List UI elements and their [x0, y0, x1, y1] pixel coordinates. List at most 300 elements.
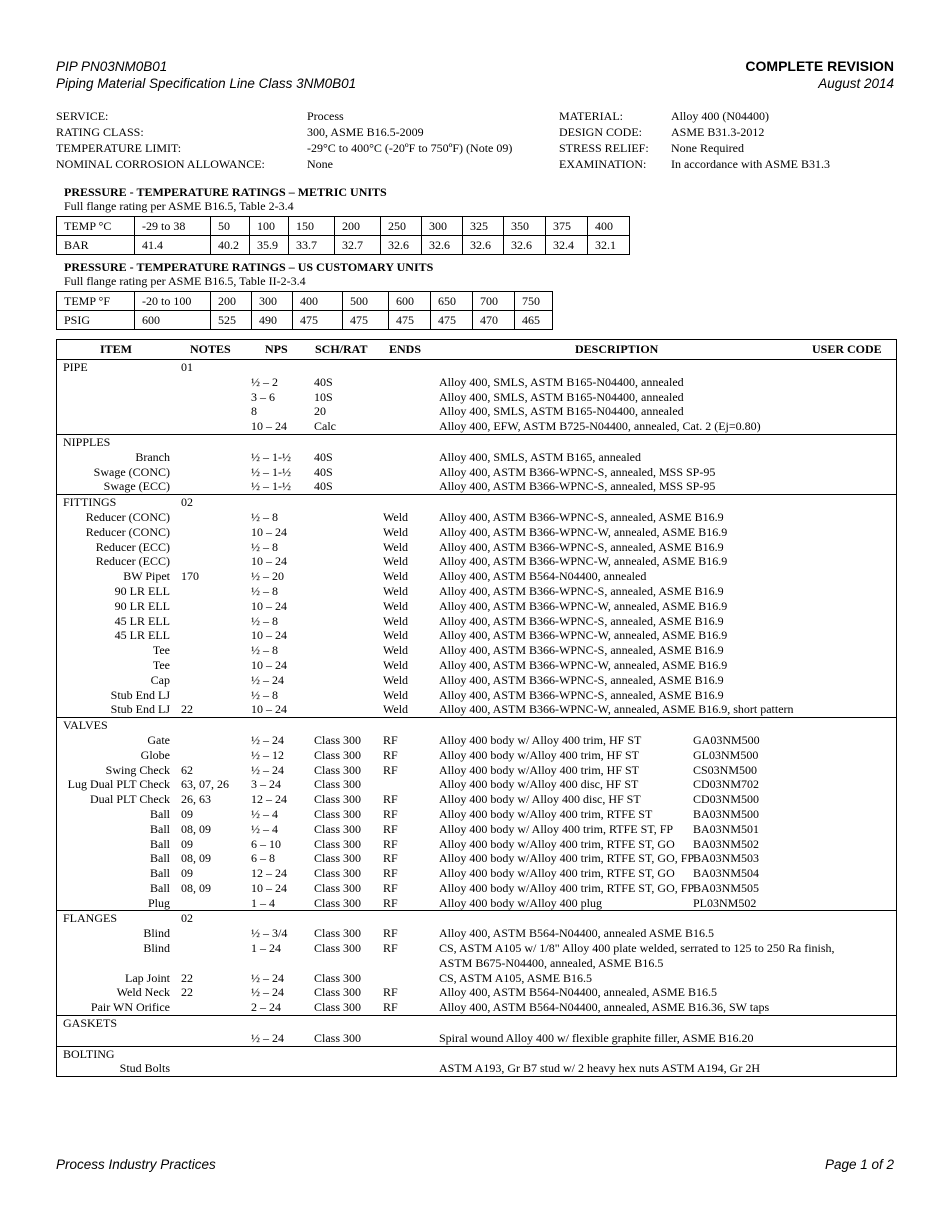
item-description: CS, ASTM A105, ASME B16.5: [439, 970, 593, 985]
item-description: Alloy 400, ASTM B366-WPNC-S, annealed, ASME B16.9: [439, 672, 724, 687]
item-ends: Weld: [383, 524, 409, 539]
item-nps: ½ – 4: [251, 806, 278, 821]
pressure-cell: 525: [211, 311, 252, 330]
item-description: Alloy 400 body w/Alloy 400 trim, HF ST: [439, 762, 640, 777]
item-description: Alloy 400, ASTM B366-WPNC-W, annealed, ASME B16.9: [439, 554, 728, 569]
item-name: Reducer (ECC): [95, 554, 170, 569]
item-name: Branch: [135, 449, 170, 464]
pressure-cell: 33.7: [289, 236, 335, 255]
item-description: ASTM A193, Gr B7 stud w/ 2 heavy hex nuts ASTM A194, Gr 2H: [439, 1061, 761, 1076]
us-ratings-table: [56, 291, 553, 330]
item-description: CS, ASTM A105 w/ 1/8" Alloy 400 plate welded, serrated to 125 to 250 Ra finish, ASTM B675-N04400, annealed, ASME B16.5: [439, 941, 835, 970]
table-row: [57, 375, 896, 390]
item-name: Reducer (ECC): [95, 539, 170, 554]
item-nps: ½ – 24: [251, 1030, 284, 1045]
table-row: [57, 658, 896, 673]
table-row: [57, 419, 896, 434]
col-header-user-code: USER CODE: [812, 342, 882, 356]
temp-cell: 200: [211, 292, 252, 311]
section-gaskets: [57, 1016, 896, 1047]
temp-cell: 750: [515, 292, 553, 311]
table-row: [57, 673, 896, 688]
table-row: [57, 390, 896, 405]
document-header-right: [745, 58, 894, 92]
item-name: Lap Joint: [125, 970, 170, 985]
item-name: Swing Check: [105, 762, 170, 777]
service-info-values-left: [307, 108, 512, 172]
us-ratings-subtitle: Full flange rating per ASME B16.5, Table II-2-3.4: [64, 274, 306, 288]
item-nps: 10 – 24: [251, 598, 287, 613]
metric-pressure-row: [57, 236, 630, 255]
item-description: Alloy 400, ASTM B366-WPNC-S, annealed, ASME B16.9: [439, 509, 724, 524]
item-name: 45 LR ELL: [114, 628, 170, 643]
item-nps: 12 – 24: [251, 866, 287, 881]
item-schedule-rating: Class 300: [314, 732, 362, 747]
section-header-row: [57, 718, 896, 733]
table-row: [57, 777, 896, 792]
temp-cell: 375: [546, 217, 588, 236]
item-ends: Weld: [383, 539, 409, 554]
item-ends: RF: [383, 806, 398, 821]
table-row: [57, 702, 896, 717]
item-nps: 10 – 24: [251, 880, 287, 895]
component-table-header: [57, 340, 896, 360]
item-ends: Weld: [383, 687, 409, 702]
item-user-code: BA03NM504: [693, 866, 760, 881]
item-description: Alloy 400 body w/ Alloy 400 trim, RTFE ST, FP: [439, 821, 674, 836]
info-label: RATING CLASS:: [56, 125, 144, 139]
item-description: Alloy 400 body w/Alloy 400 trim, RTFE ST, GO: [439, 866, 675, 881]
temp-cell: 400: [293, 292, 343, 311]
item-name: Gate: [147, 732, 170, 747]
section-header-row: [57, 495, 896, 510]
item-description: Alloy 400, ASTM B366-WPNC-S, annealed, MSS SP-95: [439, 479, 716, 494]
table-row: [57, 733, 896, 748]
item-notes: 08, 09: [181, 821, 211, 836]
item-name: Reducer (CONC): [85, 524, 170, 539]
info-label: MATERIAL:: [559, 109, 623, 123]
item-description: Alloy 400, ASTM B366-WPNC-W, annealed, ASME B16.9: [439, 628, 728, 643]
item-user-code: BA03NM505: [693, 880, 760, 895]
item-user-code: GL03NM500: [693, 747, 759, 762]
item-nps: 6 – 10: [251, 836, 281, 851]
temp-cell: 700: [473, 292, 515, 311]
pressure-cell: 32.6: [463, 236, 504, 255]
item-user-code: CS03NM500: [693, 762, 758, 777]
section-notes: 02: [181, 911, 193, 926]
item-ends: RF: [383, 866, 398, 881]
item-notes: 22: [181, 702, 193, 717]
item-description: Alloy 400, ASTM B564-N04400, annealed, ASME B16.5: [439, 985, 717, 1000]
item-notes: 09: [181, 866, 193, 881]
item-ends: RF: [383, 895, 398, 910]
item-ends: RF: [383, 792, 398, 807]
us-temp-row: [57, 292, 553, 311]
item-description: Alloy 400 body w/Alloy 400 trim, HF ST: [439, 747, 640, 762]
section-valves: [57, 718, 896, 911]
us-pressure-row: [57, 311, 553, 330]
temp-cell: 250: [381, 217, 422, 236]
item-description: Alloy 400, ASTM B366-WPNC-S, annealed, MSS SP-95: [439, 464, 716, 479]
item-ends: RF: [383, 880, 398, 895]
item-schedule-rating: Class 300: [314, 821, 362, 836]
table-row: [57, 896, 896, 911]
item-schedule-rating: Class 300: [314, 941, 362, 956]
section-title: FLANGES: [63, 911, 118, 926]
item-description: Alloy 400 body w/Alloy 400 trim, RTFE ST, GO, FP: [439, 851, 695, 866]
table-row: [57, 510, 896, 525]
info-label: NOMINAL CORROSION ALLOWANCE:: [56, 157, 265, 171]
table-row: [57, 1031, 896, 1046]
info-label: DESIGN CODE:: [559, 125, 642, 139]
table-row: [57, 628, 896, 643]
footer-publisher: Process Industry Practices: [56, 1157, 216, 1172]
item-name: Stud Bolts: [119, 1061, 170, 1076]
item-name: Pair WN Orifice: [90, 1000, 170, 1015]
item-user-code: BA03NM503: [693, 851, 760, 866]
section-bolting: [57, 1047, 896, 1077]
table-row: [57, 540, 896, 555]
section-notes: 01: [181, 360, 193, 374]
item-description: Alloy 400, ASTM B366-WPNC-S, annealed, ASME B16.9: [439, 583, 724, 598]
item-schedule-rating: Class 300: [314, 895, 362, 910]
pressure-cell: 490: [252, 311, 293, 330]
item-user-code: CD03NM702: [693, 777, 760, 792]
item-nps: ½ – 8: [251, 613, 278, 628]
item-ends: RF: [383, 985, 398, 1000]
item-ends: RF: [383, 1000, 398, 1015]
table-row: [57, 569, 896, 584]
item-ends: Weld: [383, 628, 409, 643]
item-ends: RF: [383, 732, 398, 747]
temp-cell: 50: [211, 217, 250, 236]
table-row: [57, 643, 896, 658]
temp-cell: -20 to 100: [135, 292, 211, 311]
temp-cell: 500: [343, 292, 389, 311]
item-ends: RF: [383, 747, 398, 762]
item-name: Ball: [150, 851, 170, 866]
temp-cell: 300: [252, 292, 293, 311]
info-label: STRESS RELIEF:: [559, 141, 649, 155]
section-header-row: [57, 360, 896, 375]
item-name: Plug: [147, 895, 170, 910]
table-row: [57, 866, 896, 881]
table-row: [57, 807, 896, 822]
item-ends: Weld: [383, 672, 409, 687]
item-name: Globe: [140, 747, 170, 762]
item-name: Lug Dual PLT Check: [67, 777, 170, 792]
component-sections: [57, 360, 896, 1076]
info-value: None Required: [671, 141, 744, 155]
item-nps: ½ – 1-½: [251, 464, 291, 479]
section-header-row: [57, 1047, 896, 1062]
item-name: Dual PLT Check: [90, 792, 170, 807]
item-nps: ½ – 1-½: [251, 449, 291, 464]
table-row: [57, 450, 896, 465]
item-description: Alloy 400, SMLS, ASTM B165-N04400, annealed: [439, 389, 684, 404]
item-ends: Weld: [383, 657, 409, 672]
document-header-left: [56, 58, 356, 92]
item-nps: 10 – 24: [251, 657, 287, 672]
item-name: Weld Neck: [116, 985, 170, 1000]
item-name: 90 LR ELL: [114, 598, 170, 613]
item-name: Stub End LJ: [110, 687, 170, 702]
us-ratings-title: PRESSURE - TEMPERATURE RATINGS – US CUSTOMARY UNITS: [64, 260, 434, 274]
table-row: [57, 479, 896, 494]
item-ends: Weld: [383, 643, 409, 658]
section-title: GASKETS: [63, 1016, 118, 1031]
item-schedule-rating: Class 300: [314, 1030, 362, 1045]
table-row: [57, 584, 896, 599]
row-label: PSIG: [57, 311, 135, 330]
info-value: Process: [307, 109, 344, 123]
item-nps: ½ – 24: [251, 672, 284, 687]
item-ends: Weld: [383, 702, 409, 717]
item-schedule-rating: 40S: [314, 449, 333, 464]
item-description: Alloy 400, SMLS, ASTM B165-N04400, annealed: [439, 374, 684, 389]
item-user-code: PL03NM502: [693, 895, 757, 910]
table-row: [57, 748, 896, 763]
col-header-ends: ENDS: [389, 342, 422, 356]
item-schedule-rating: Class 300: [314, 836, 362, 851]
item-user-code: BA03NM501: [693, 821, 760, 836]
table-row: [57, 465, 896, 480]
item-schedule-rating: 40S: [314, 374, 333, 389]
item-notes: 09: [181, 806, 193, 821]
item-ends: RF: [383, 926, 398, 941]
temp-cell: -29 to 38: [135, 217, 211, 236]
item-notes: 08, 09: [181, 880, 211, 895]
col-header-item: ITEM: [100, 342, 133, 356]
item-description: Alloy 400 body w/Alloy 400 disc, HF ST: [439, 777, 639, 792]
table-row: [57, 1000, 896, 1015]
pressure-cell: 600: [135, 311, 211, 330]
item-nps: 10 – 24: [251, 419, 287, 434]
pressure-cell: 40.2: [211, 236, 250, 255]
info-label: EXAMINATION:: [559, 157, 647, 171]
item-schedule-rating: Class 300: [314, 762, 362, 777]
item-ends: RF: [383, 836, 398, 851]
item-description: Alloy 400 body w/Alloy 400 trim, RTFE ST: [439, 806, 653, 821]
service-info-labels-left: [56, 108, 265, 172]
section-title: BOLTING: [63, 1046, 115, 1061]
footer-page-number: Page 1 of 2: [824, 1157, 894, 1172]
temp-cell: 650: [431, 292, 473, 311]
item-user-code: BA03NM502: [693, 836, 760, 851]
item-ends: RF: [383, 762, 398, 777]
item-description: Alloy 400 body w/Alloy 400 plug: [439, 895, 603, 910]
item-nps: ½ – 20: [251, 569, 284, 584]
item-nps: 8: [251, 404, 257, 419]
pressure-cell: 470: [473, 311, 515, 330]
item-name: BW Pipet: [123, 569, 170, 584]
item-description: Alloy 400 body w/ Alloy 400 trim, HF ST: [439, 732, 642, 747]
item-schedule-rating: Class 300: [314, 851, 362, 866]
section-title: NIPPLES: [63, 434, 111, 449]
temp-cell: 150: [289, 217, 335, 236]
item-ends: Weld: [383, 613, 409, 628]
table-row: [57, 837, 896, 852]
info-label: TEMPERATURE LIMIT:: [56, 141, 182, 155]
item-schedule-rating: 40S: [314, 479, 333, 494]
item-description: Alloy 400, ASTM B564-N04400, annealed, ASME B16.36, SW taps: [439, 1000, 770, 1015]
item-description: Alloy 400, ASTM B564-N04400, annealed ASME B16.5: [439, 926, 714, 941]
item-ends: Weld: [383, 598, 409, 613]
item-schedule-rating: Class 300: [314, 777, 362, 792]
item-notes: 26, 63: [181, 792, 211, 807]
pressure-cell: 32.4: [546, 236, 588, 255]
table-row: [57, 688, 896, 703]
table-row: [57, 881, 896, 896]
row-label: TEMP °C: [57, 217, 135, 236]
item-description: Alloy 400, ASTM B366-WPNC-S, annealed, ASME B16.9: [439, 687, 724, 702]
item-name: Cap: [150, 672, 170, 687]
table-row: [57, 822, 896, 837]
temp-cell: 100: [250, 217, 289, 236]
item-nps: ½ – 4: [251, 821, 278, 836]
item-schedule-rating: Class 300: [314, 1000, 362, 1015]
item-name: Ball: [150, 836, 170, 851]
item-notes: 09: [181, 836, 193, 851]
item-ends: Weld: [383, 554, 409, 569]
item-nps: ½ – 1-½: [251, 479, 291, 494]
table-row: [57, 792, 896, 807]
item-nps: 6 – 8: [251, 851, 275, 866]
temp-cell: 325: [463, 217, 504, 236]
item-schedule-rating: Class 300: [314, 792, 362, 807]
item-user-code: CD03NM500: [693, 792, 760, 807]
item-description: Alloy 400, ASTM B564-N04400, annealed: [439, 569, 647, 584]
item-description: Alloy 400, ASTM B366-WPNC-W, annealed, ASME B16.9: [439, 524, 728, 539]
section-title: FITTINGS: [63, 495, 117, 510]
section-fittings: [57, 495, 896, 718]
temp-cell: 350: [504, 217, 546, 236]
row-label: TEMP °F: [57, 292, 135, 311]
table-row: [57, 985, 896, 1000]
item-notes: 63, 07, 26: [181, 777, 229, 792]
item-schedule-rating: Class 300: [314, 806, 362, 821]
item-ends: Weld: [383, 569, 409, 584]
item-name: Blind: [143, 926, 170, 941]
revision-label: COMPLETE REVISION: [745, 58, 894, 74]
item-user-code: GA03NM500: [693, 732, 760, 747]
temp-cell: 400: [588, 217, 630, 236]
item-nps: ½ – 2: [251, 374, 278, 389]
info-value: 300, ASME B16.5-2009: [307, 125, 424, 139]
pressure-cell: 32.6: [422, 236, 463, 255]
component-table: [56, 339, 897, 1077]
pressure-cell: 41.4: [135, 236, 211, 255]
item-nps: 3 – 6: [251, 389, 275, 404]
pressure-cell: 475: [389, 311, 431, 330]
temp-cell: 300: [422, 217, 463, 236]
item-nps: 10 – 24: [251, 554, 287, 569]
pressure-cell: 32.6: [504, 236, 546, 255]
pressure-cell: 32.6: [381, 236, 422, 255]
metric-temp-row: [57, 217, 630, 236]
item-schedule-rating: Class 300: [314, 866, 362, 881]
section-title: VALVES: [63, 718, 108, 733]
pressure-cell: 32.7: [335, 236, 381, 255]
service-info-labels-right: [559, 108, 649, 172]
item-nps: 2 – 24: [251, 1000, 281, 1015]
item-name: 45 LR ELL: [114, 613, 170, 628]
section-nipples: [57, 435, 896, 495]
item-nps: ½ – 3/4: [251, 926, 288, 941]
section-header-row: [57, 911, 896, 926]
item-ends: Weld: [383, 509, 409, 524]
section-title: PIPE: [63, 360, 88, 374]
item-notes: 08, 09: [181, 851, 211, 866]
item-nps: ½ – 24: [251, 732, 284, 747]
document-title: Piping Material Specification Line Class 3NM0B01: [56, 76, 357, 91]
section-header-row: [57, 435, 896, 450]
section-pipe: [57, 360, 896, 435]
item-description: Alloy 400, ASTM B366-WPNC-S, annealed, ASME B16.9: [439, 539, 724, 554]
item-name: Ball: [150, 806, 170, 821]
item-name: Ball: [150, 821, 170, 836]
col-header-nps: NPS: [265, 342, 288, 356]
table-row: [57, 941, 896, 971]
item-description: Spiral wound Alloy 400 w/ flexible graphite filler, ASME B16.20: [439, 1030, 754, 1045]
item-ends: RF: [383, 821, 398, 836]
metric-ratings-subtitle: Full flange rating per ASME B16.5, Table 2-3.4: [64, 199, 294, 213]
item-nps: 3 – 24: [251, 777, 281, 792]
metric-ratings-table: [56, 216, 630, 255]
item-nps: ½ – 8: [251, 643, 278, 658]
table-row: [57, 525, 896, 540]
col-header-notes: NOTES: [190, 342, 231, 356]
item-notes: 62: [181, 762, 193, 777]
item-description: Alloy 400, SMLS, ASTM B165-N04400, annealed: [439, 404, 684, 419]
item-description: Alloy 400 body w/ Alloy 400 disc, HF ST: [439, 792, 641, 807]
item-schedule-rating: 10S: [314, 389, 333, 404]
item-name: Reducer (CONC): [85, 509, 170, 524]
item-name: Tee: [152, 657, 170, 672]
item-schedule-rating: Calc: [314, 419, 336, 434]
item-name: Ball: [150, 866, 170, 881]
table-row: [57, 404, 896, 419]
info-value: -29°C to 400°C (-20ºF to 750ºF) (Note 09): [307, 141, 513, 155]
item-nps: ½ – 8: [251, 583, 278, 598]
col-header-sch: SCH/RAT: [315, 342, 368, 356]
item-name: 90 LR ELL: [114, 583, 170, 598]
item-description: Alloy 400, EFW, ASTM B725-N04400, annealed, Cat. 2 (Ej=0.80): [439, 419, 761, 434]
item-nps: 10 – 24: [251, 524, 287, 539]
item-schedule-rating: Class 300: [314, 880, 362, 895]
pressure-cell: 465: [515, 311, 553, 330]
info-value: None: [307, 157, 333, 171]
col-header-description: DESCRIPTION: [575, 342, 659, 356]
table-row: [57, 599, 896, 614]
info-value: Alloy 400 (N04400): [671, 109, 769, 123]
item-schedule-rating: Class 300: [314, 926, 362, 941]
item-description: Alloy 400, ASTM B366-WPNC-S, annealed, ASME B16.9: [439, 613, 724, 628]
item-schedule-rating: 40S: [314, 464, 333, 479]
pressure-cell: 35.9: [250, 236, 289, 255]
item-description: Alloy 400 body w/Alloy 400 trim, RTFE ST, GO, FP: [439, 880, 695, 895]
item-description: Alloy 400, ASTM B366-WPNC-W, annealed, ASME B16.9, short pattern: [439, 702, 794, 717]
item-description: Alloy 400, ASTM B366-WPNC-W, annealed, ASME B16.9: [439, 657, 728, 672]
info-value: In accordance with ASME B31.3: [671, 157, 830, 171]
table-row: [57, 971, 896, 986]
table-row: [57, 926, 896, 941]
item-user-code: BA03NM500: [693, 806, 760, 821]
pressure-cell: 475: [293, 311, 343, 330]
info-value: ASME B31.3-2012: [671, 125, 765, 139]
item-ends: Weld: [383, 583, 409, 598]
pressure-cell: 475: [431, 311, 473, 330]
